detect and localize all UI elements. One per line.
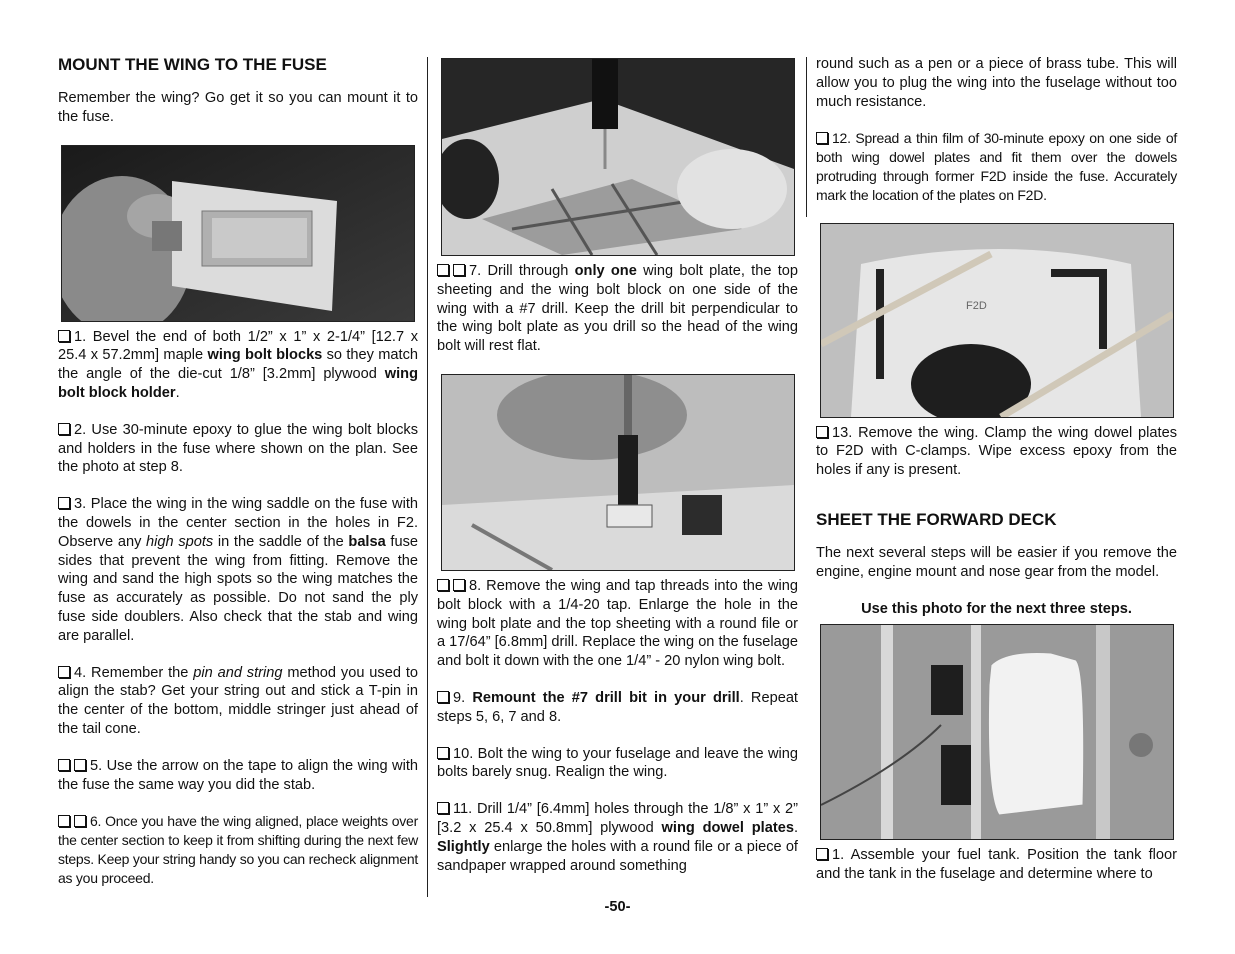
step-2-text: 2. Use 30-minute epoxy to glue the wing bolt blocks and holders in the fuse where shown on the plan. See the photo at step 8. <box>58 421 418 476</box>
checkbox[interactable] <box>437 802 449 814</box>
column-2 <box>437 55 798 875</box>
checkbox[interactable] <box>437 264 449 276</box>
step-12-text: 12. Spread a thin film of 30-minute epoxy on one side of both wing dowel plates and fit them over the dowels protruding through former F2D inside the fuse. Accurately mark the location of the plates on F2D. <box>816 130 1177 203</box>
checkbox[interactable] <box>437 579 449 591</box>
step-8-text: 8. Remove the wing and tap threads into the wing bolt block with a 1/4-20 tap. Enlarge the hole in the wing bolt plate and the top sheeting with a round file or a 17/64” [6.8mm] drill. Replace the wing on the fuselage and bolt it down with the one 1/4” - 20 nylon wing bolt. <box>437 577 798 670</box>
section-heading-forward-deck: SHEET THE FORWARD DECK <box>816 509 1057 529</box>
checkbox[interactable] <box>453 579 465 591</box>
checkbox[interactable] <box>816 426 828 438</box>
checkbox[interactable] <box>58 815 70 827</box>
checkbox[interactable] <box>74 815 86 827</box>
step-13-text: 13. Remove the wing. Clamp the wing dowel plates to F2D with C-clamps. Wipe excess epoxy from the holes if any is present. <box>816 424 1177 479</box>
step-7-text: 7. Drill through only one wing bolt plate, the top sheeting and the wing bolt block on one side of the wing with a #7 drill. Keep the drill bit perpendicular to the wing bolt plate as you drill so the head of the wing bolt will rest flat. <box>437 263 798 355</box>
photo-drilling-wing-bolt <box>441 58 795 256</box>
checkbox[interactable] <box>58 497 70 509</box>
checkbox[interactable] <box>437 747 449 759</box>
step-9-text: 9. Remount the #7 drill bit in your drill. Repeat steps 5, 6, 7 and 8. <box>437 689 798 725</box>
checkbox[interactable] <box>58 759 70 771</box>
step-3-text: 3. Place the wing in the wing saddle on the fuse with the dowels in the center section in the holes in F2. Observe any high spots in the saddle of the balsa fuse sides that prevent the wing from fitting. Remove the wing and sand the high spots so the wing matches the fuse as accurately as possible. Do not sand the ply fuse side doublers. Also check that the stab and wing are parallel. <box>58 496 418 644</box>
column-1 <box>58 55 418 888</box>
checkbox[interactable] <box>58 423 70 435</box>
step-4-text: 4. Remember the pin and string method you used to align the stab? Get your string out and stick a T-pin in the center of the bottom, middle stringer just ahead of the tail cone. <box>58 664 418 737</box>
checkbox[interactable] <box>58 666 70 678</box>
checkbox[interactable] <box>453 264 465 276</box>
checkbox[interactable] <box>58 330 70 342</box>
forward-deck-intro: The next several steps will be easier if you remove the engine, engine mount and nose gear from the model. <box>816 544 1177 580</box>
intro-text: Remember the wing? Go get it so you can mount it to the fuse. <box>58 90 418 125</box>
checkbox[interactable] <box>74 759 86 771</box>
column-divider-right <box>806 57 807 217</box>
page-number: -50- <box>604 899 631 915</box>
checkbox[interactable] <box>816 848 828 860</box>
f2d-label: F2D <box>966 299 987 312</box>
photo-caption: Use this photo for the next three steps. <box>861 600 1132 617</box>
photo-fuel-tank <box>820 624 1174 840</box>
section-heading-mount-wing: MOUNT THE WING TO THE FUSE <box>58 55 327 74</box>
column-divider-left <box>427 57 428 897</box>
checkbox[interactable] <box>816 132 828 144</box>
step-1-text: 1. Bevel the end of both 1/2” x 1” x 2-1/4” [12.7 x 25.4 x 57.2mm] maple wing bolt blocks so they match the angle of the die-cut 1/8” [3.2mm] plywood wing bolt block holder. <box>58 328 418 401</box>
checkbox[interactable] <box>437 691 449 703</box>
step-11-continued-text: round such as a pen or a piece of brass tube. This will allow you to plug the wing into the fuselage without too much resistance. <box>816 56 1177 110</box>
step-11-text: 11. Drill 1/4” [6.4mm] holes through the 1/8” x 1” x 2” [3.2 x 25.4 x 50.8mm] plywood wing dowel plates. Slightly enlarge the holes with a round file or a piece of sandpaper wrapped around something <box>437 801 799 874</box>
photo-wing-bolt-block <box>61 145 415 322</box>
step-6-text: 6. Once you have the wing aligned, place weights over the center section to keep it from shifting during the next few steps. Keep your string handy so you can recheck alignment as you proceed. <box>58 813 418 886</box>
step-5-text: 5. Use the arrow on the tape to align the wing with the fuse the same way you did the stab. <box>58 757 418 793</box>
photo-tapping-threads <box>441 374 795 571</box>
photo-former-f2d <box>820 223 1174 418</box>
step-10-text: 10. Bolt the wing to your fuselage and leave the wing bolts barely snug. Realign the wing. <box>437 745 798 781</box>
column-3 <box>816 55 1177 884</box>
forward-deck-step-1-text: 1. Assemble your fuel tank. Position the tank floor and the tank in the fuselage and determine where to <box>816 847 1177 883</box>
